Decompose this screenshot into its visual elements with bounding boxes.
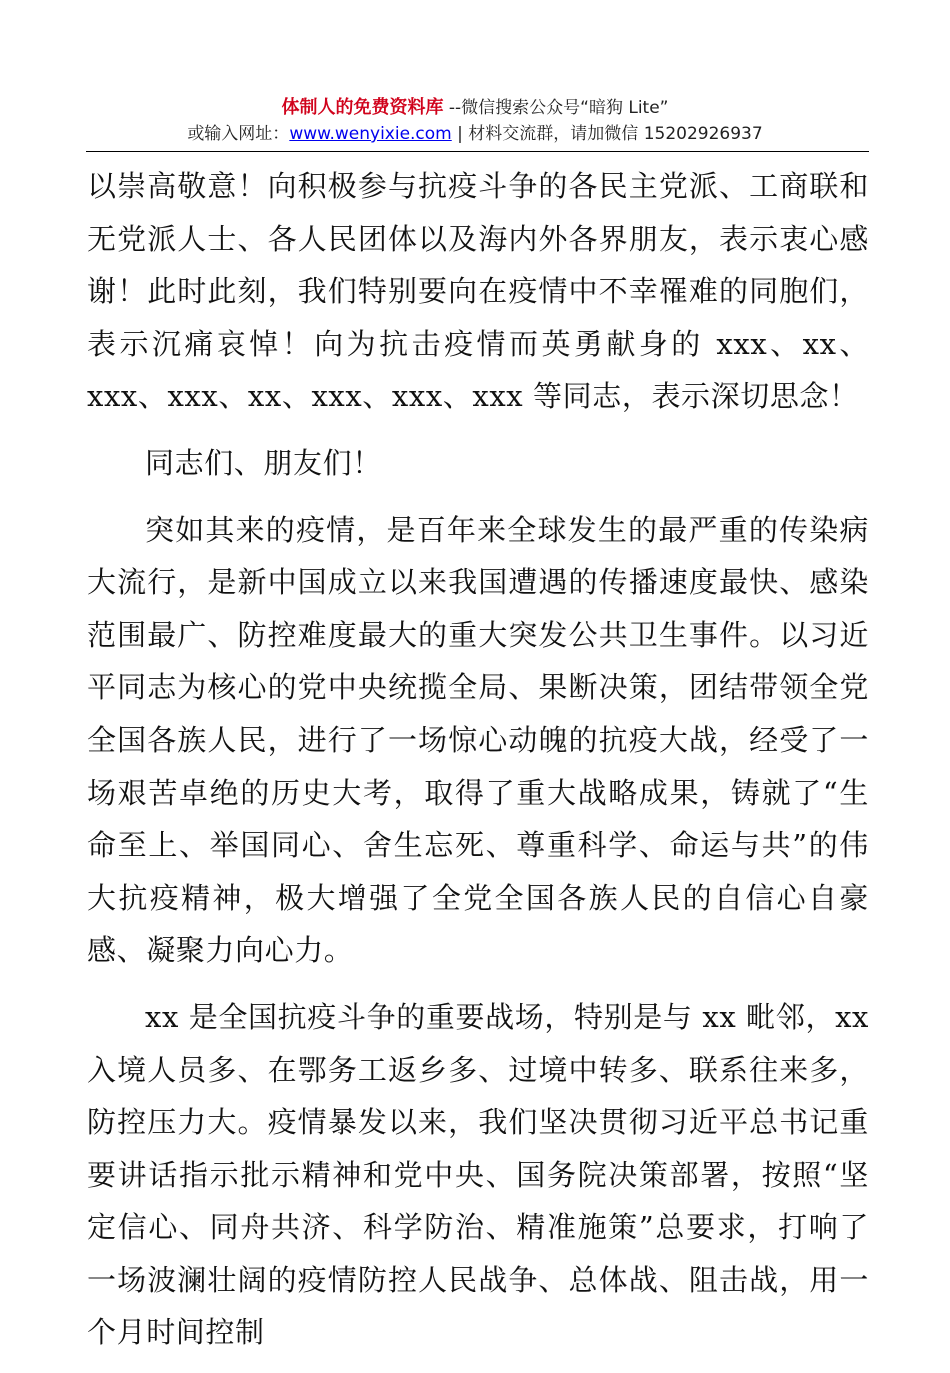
header-divider [86, 151, 869, 152]
url-prefix: 或输入网址： [187, 124, 290, 144]
paragraph: xx 是全国抗疫斗争的重要战场，特别是与 xx 毗邻，xx 入境人员多、在鄂务工返乡多、过境中转多、联系往来多，防控压力大。疫情暴发以来，我们坚决贯彻习近平总书记重要讲话指示批示精神和党中央、国务院决策部署，按照“坚定信心、同舟共济、科学防治、精准施策”总要求，打响了一场波澜壮阔的疫情防控人民战争、总体战、阻击战，用一个月时间控制 [87, 999, 869, 1350]
brand-title[interactable]: 体制人的免费资料库 [281, 97, 444, 118]
header-title-line [0, 95, 950, 121]
paragraph-salutation: 同志们、朋友们！ [145, 445, 382, 480]
paragraph: 突如其来的疫情，是百年来全球发生的最严重的传染病大流行，是新中国成立以来我国遭遇的传播速度最快、感染范围最广、防控难度最大的重大突发公共卫生事件。以习近平同志为核心的党中央统揽全局、果断决策，团结带领全党全国各族人民，进行了一场惊心动魄的抗疫大战，经受了一场艰苦卓绝的历史大考，取得了重大战略成果，铸就了“生命至上、举国同心、舍生忘死、尊重科学、命运与共”的伟大抗疫精神，极大增强了全党全国各族人民的自信心自豪感、凝聚力向心力。 [87, 512, 869, 968]
page-header [0, 95, 950, 147]
header-tagline: --微信搜索公众号“暗狗 Lite” [443, 98, 669, 118]
document-body [87, 160, 869, 1373]
header-url-line [0, 121, 950, 147]
website-link[interactable]: www.wenyixie.com [289, 124, 452, 144]
contact-info: | 材料交流群，请加微信 15202926937 [451, 124, 763, 144]
paragraph-continued: 以崇高敬意！向积极参与抗疫斗争的各民主党派、工商联和无党派人士、各人民团体以及海内外各界朋友，表示衷心感谢！此时此刻，我们特别要向在疫情中不幸罹难的同胞们，表示沉痛哀悼！向为抗击疫情而英勇献身的 xxx、xx、xxx、xxx、xx、xxx、xxx、xxx 等同志，表示深切思念！ [87, 169, 869, 414]
